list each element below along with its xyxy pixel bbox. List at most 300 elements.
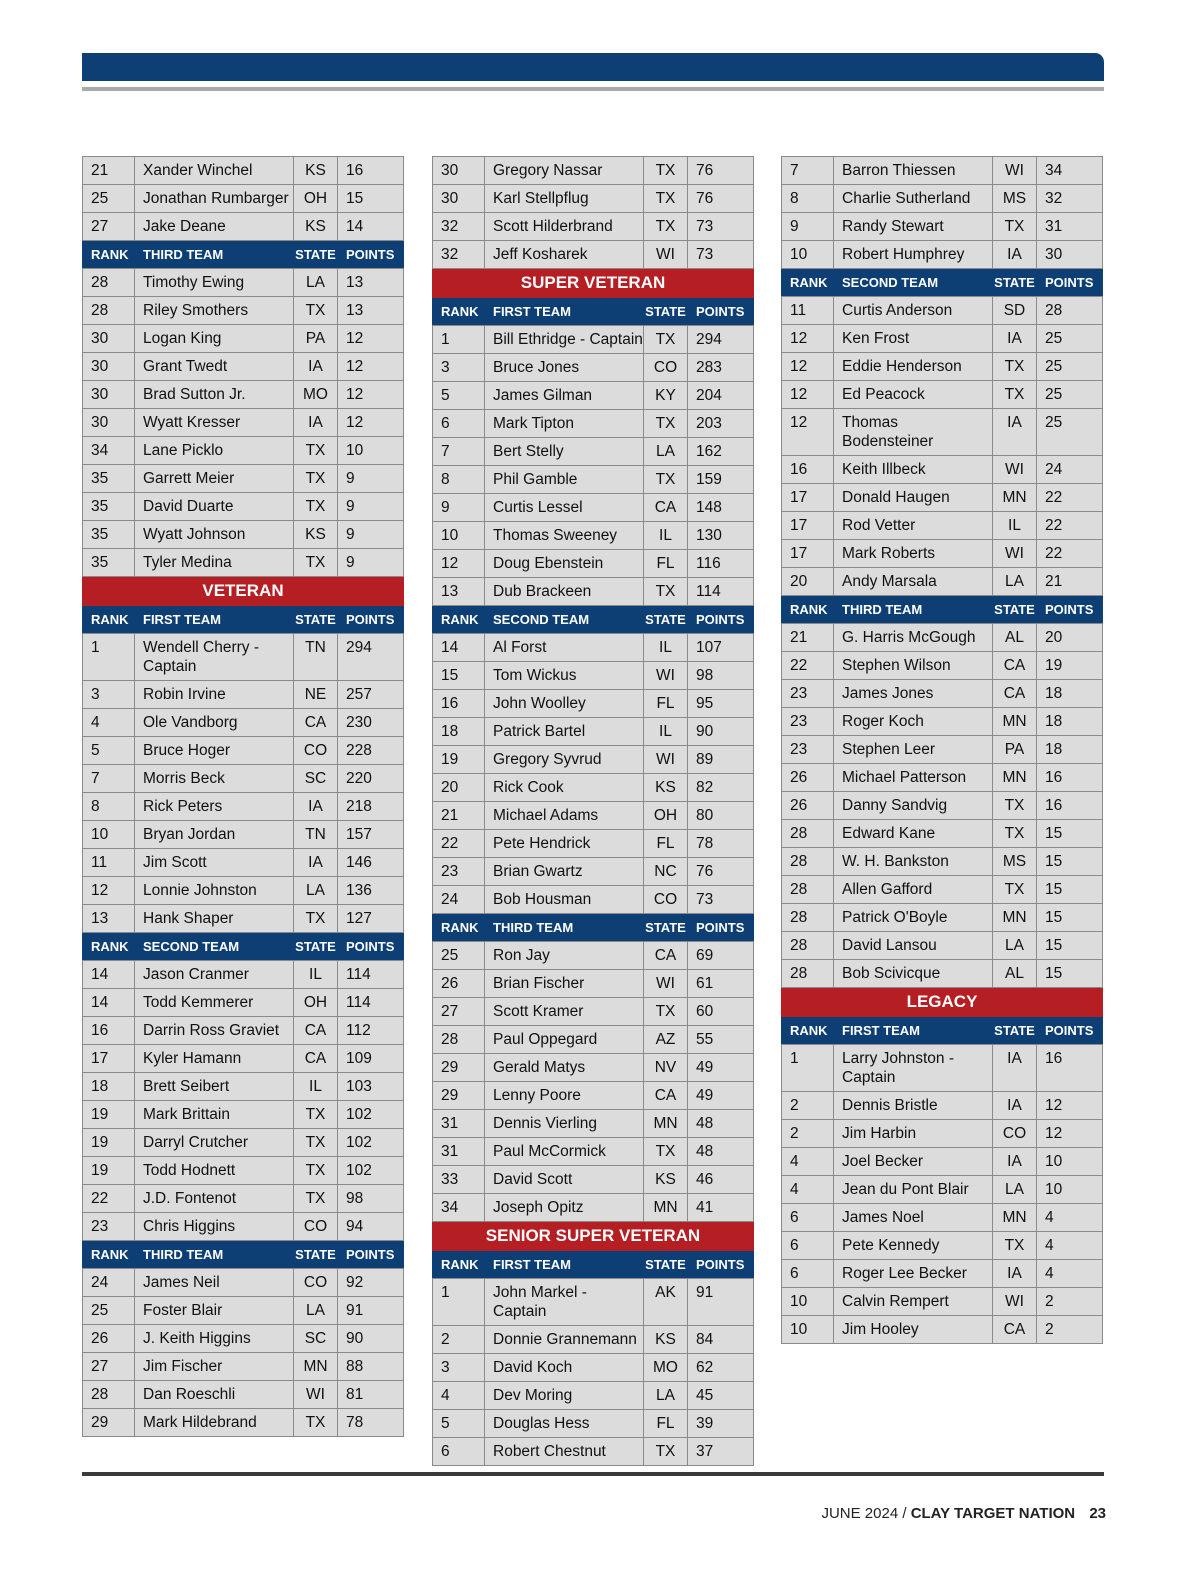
rank-cell: 28: [782, 876, 834, 904]
standings-table: [781, 156, 1103, 1344]
table-row: [782, 241, 1103, 269]
rank-cell: 9: [782, 213, 834, 241]
points-cell: 257: [338, 681, 404, 709]
rank-cell: 23: [782, 680, 834, 708]
points-cell: 114: [688, 578, 754, 606]
table-row: [83, 877, 404, 905]
rank-cell: 19: [83, 1157, 135, 1185]
rank-header: RANK: [782, 596, 834, 624]
rank-cell: 17: [782, 512, 834, 540]
name-cell: Patrick O'Boyle: [834, 904, 993, 932]
table-row: [83, 1297, 404, 1325]
state-cell: TX: [644, 1138, 688, 1166]
state-cell: IL: [644, 522, 688, 550]
table-row: [83, 737, 404, 765]
points-cell: 78: [688, 830, 754, 858]
rank-cell: 6: [782, 1232, 834, 1260]
table-row: [433, 550, 754, 578]
points-cell: 34: [1037, 157, 1103, 185]
name-cell: Brad Sutton Jr.: [135, 381, 294, 409]
points-cell: 49: [688, 1054, 754, 1082]
name-cell: Ken Frost: [834, 325, 993, 353]
points-cell: 109: [338, 1045, 404, 1073]
table-row: [433, 1279, 754, 1326]
table-row: [433, 326, 754, 354]
table-row: [782, 213, 1103, 241]
table-row: [433, 1166, 754, 1194]
table-row: [782, 1176, 1103, 1204]
table-row: [782, 325, 1103, 353]
table-row: [782, 960, 1103, 988]
rank-cell: 12: [83, 877, 135, 905]
table-row: [782, 680, 1103, 708]
state-cell: IL: [993, 512, 1037, 540]
name-cell: Dub Brackeen: [485, 578, 644, 606]
state-cell: LA: [644, 438, 688, 466]
table-row: [433, 522, 754, 550]
table-row: [782, 708, 1103, 736]
team-header: SECOND TEAM: [485, 606, 644, 634]
points-cell: 10: [1037, 1148, 1103, 1176]
division-title-row: [433, 1222, 754, 1251]
state-header: STATE: [294, 1241, 338, 1269]
team-header: FIRST TEAM: [485, 298, 644, 326]
table-row: [83, 381, 404, 409]
name-cell: Todd Kemmerer: [135, 989, 294, 1017]
points-cell: 15: [1037, 960, 1103, 988]
state-header: STATE: [294, 933, 338, 961]
rank-cell: 28: [83, 269, 135, 297]
division-title-row: [433, 269, 754, 298]
table-row: [433, 1382, 754, 1410]
state-cell: IL: [294, 1073, 338, 1101]
table-row: [433, 830, 754, 858]
rank-cell: 20: [433, 774, 485, 802]
state-cell: KS: [644, 774, 688, 802]
rank-cell: 21: [782, 624, 834, 652]
points-cell: 48: [688, 1138, 754, 1166]
name-cell: Dennis Vierling: [485, 1110, 644, 1138]
rank-cell: 33: [433, 1166, 485, 1194]
points-cell: 89: [688, 746, 754, 774]
table-row: [433, 1410, 754, 1438]
table-row: [782, 904, 1103, 932]
points-cell: 46: [688, 1166, 754, 1194]
rank-cell: 14: [83, 961, 135, 989]
rank-cell: 17: [782, 540, 834, 568]
table-row: [433, 1082, 754, 1110]
points-cell: 73: [688, 886, 754, 914]
table-row: [433, 1438, 754, 1466]
points-cell: 80: [688, 802, 754, 830]
division-title: SUPER VETERAN: [433, 269, 754, 298]
name-cell: Michael Patterson: [834, 764, 993, 792]
rank-cell: 13: [83, 905, 135, 933]
name-cell: Thomas Bodensteiner: [834, 409, 993, 456]
state-cell: MN: [294, 1353, 338, 1381]
table-row: [83, 821, 404, 849]
table-row: [433, 354, 754, 382]
state-cell: TX: [294, 465, 338, 493]
table-row: [782, 456, 1103, 484]
state-cell: IA: [993, 1092, 1037, 1120]
points-cell: 13: [338, 269, 404, 297]
table-row: [83, 989, 404, 1017]
table-row: [782, 820, 1103, 848]
table-row: [83, 709, 404, 737]
state-cell: NC: [644, 858, 688, 886]
points-header: POINTS: [1037, 596, 1103, 624]
state-cell: MS: [993, 848, 1037, 876]
standings-column-2: [432, 156, 754, 1466]
table-row: [433, 1026, 754, 1054]
points-header: POINTS: [338, 241, 404, 269]
points-cell: 230: [338, 709, 404, 737]
rank-header: RANK: [433, 1251, 485, 1279]
name-cell: Logan King: [135, 325, 294, 353]
table-row: [782, 1232, 1103, 1260]
team-header: THIRD TEAM: [135, 241, 294, 269]
state-cell: IL: [294, 961, 338, 989]
points-cell: 22: [1037, 484, 1103, 512]
state-cell: CA: [644, 494, 688, 522]
rank-cell: 28: [782, 848, 834, 876]
points-cell: 103: [338, 1073, 404, 1101]
points-cell: 294: [688, 326, 754, 354]
state-cell: IA: [993, 241, 1037, 269]
name-cell: Rick Peters: [135, 793, 294, 821]
points-cell: 12: [338, 325, 404, 353]
points-cell: 30: [1037, 241, 1103, 269]
name-cell: Stephen Leer: [834, 736, 993, 764]
points-cell: 218: [338, 793, 404, 821]
rank-header: RANK: [83, 241, 135, 269]
state-cell: TN: [294, 634, 338, 681]
points-cell: 25: [1037, 381, 1103, 409]
name-cell: Robert Chestnut: [485, 1438, 644, 1466]
points-cell: 78: [338, 1409, 404, 1437]
rank-cell: 14: [433, 634, 485, 662]
points-cell: 9: [338, 521, 404, 549]
rank-cell: 28: [782, 904, 834, 932]
rank-cell: 22: [83, 1185, 135, 1213]
name-cell: Rod Vetter: [834, 512, 993, 540]
state-cell: WI: [644, 746, 688, 774]
state-cell: CA: [993, 680, 1037, 708]
rank-cell: 28: [782, 820, 834, 848]
name-cell: Wyatt Johnson: [135, 521, 294, 549]
table-row: [83, 1185, 404, 1213]
name-cell: Edward Kane: [834, 820, 993, 848]
points-cell: 15: [1037, 848, 1103, 876]
rank-cell: 14: [83, 989, 135, 1017]
table-row: [83, 157, 404, 185]
points-cell: 162: [688, 438, 754, 466]
name-cell: Jim Scott: [135, 849, 294, 877]
table-row: [433, 578, 754, 606]
points-cell: 18: [1037, 736, 1103, 764]
name-cell: Roger Lee Becker: [834, 1260, 993, 1288]
rank-cell: 7: [782, 157, 834, 185]
name-cell: Mark Brittain: [135, 1101, 294, 1129]
rank-cell: 3: [433, 354, 485, 382]
name-cell: J. Keith Higgins: [135, 1325, 294, 1353]
name-cell: Douglas Hess: [485, 1410, 644, 1438]
points-cell: 102: [338, 1101, 404, 1129]
state-cell: TX: [294, 493, 338, 521]
points-cell: 146: [338, 849, 404, 877]
points-cell: 19: [1037, 652, 1103, 680]
points-cell: 15: [1037, 932, 1103, 960]
points-cell: 12: [338, 409, 404, 437]
name-cell: Bruce Jones: [485, 354, 644, 382]
state-cell: TX: [644, 1438, 688, 1466]
rank-cell: 23: [782, 736, 834, 764]
state-cell: TN: [294, 821, 338, 849]
points-cell: 148: [688, 494, 754, 522]
points-cell: 4: [1037, 1232, 1103, 1260]
name-cell: Michael Adams: [485, 802, 644, 830]
state-cell: IL: [644, 634, 688, 662]
name-cell: Kyler Hamann: [135, 1045, 294, 1073]
rank-cell: 12: [782, 381, 834, 409]
state-cell: LA: [294, 877, 338, 905]
rank-cell: 1: [83, 634, 135, 681]
points-cell: 2: [1037, 1316, 1103, 1344]
table-row: [782, 512, 1103, 540]
rank-header: RANK: [782, 1017, 834, 1045]
table-row: [433, 157, 754, 185]
points-cell: 102: [338, 1157, 404, 1185]
rank-cell: 22: [782, 652, 834, 680]
name-cell: Riley Smothers: [135, 297, 294, 325]
state-cell: TX: [644, 466, 688, 494]
points-cell: 220: [338, 765, 404, 793]
points-cell: 37: [688, 1438, 754, 1466]
rank-cell: 30: [83, 409, 135, 437]
state-cell: IA: [294, 353, 338, 381]
rank-cell: 30: [433, 157, 485, 185]
state-cell: WI: [644, 970, 688, 998]
state-header: STATE: [993, 269, 1037, 297]
name-cell: Eddie Henderson: [834, 353, 993, 381]
points-cell: 49: [688, 1082, 754, 1110]
name-cell: Gregory Syvrud: [485, 746, 644, 774]
points-cell: 92: [338, 1269, 404, 1297]
rank-cell: 10: [433, 522, 485, 550]
points-cell: 12: [1037, 1092, 1103, 1120]
points-cell: 228: [338, 737, 404, 765]
table-row: [83, 493, 404, 521]
team-header-row: [83, 606, 404, 634]
name-cell: Tyler Medina: [135, 549, 294, 577]
rank-cell: 12: [782, 353, 834, 381]
table-row: [83, 353, 404, 381]
footer-date: JUNE 2024 /: [821, 1505, 907, 1522]
rank-cell: 23: [83, 1213, 135, 1241]
name-cell: Andy Marsala: [834, 568, 993, 596]
points-cell: 90: [688, 718, 754, 746]
name-cell: Tom Wickus: [485, 662, 644, 690]
name-cell: Phil Gamble: [485, 466, 644, 494]
state-cell: TX: [644, 410, 688, 438]
points-cell: 62: [688, 1354, 754, 1382]
table-row: [782, 297, 1103, 325]
table-row: [433, 1110, 754, 1138]
state-cell: MN: [993, 484, 1037, 512]
name-cell: Scott Kramer: [485, 998, 644, 1026]
name-cell: Mark Hildebrand: [135, 1409, 294, 1437]
rank-cell: 28: [83, 297, 135, 325]
rank-cell: 35: [83, 549, 135, 577]
table-row: [433, 1054, 754, 1082]
header-rule: [82, 87, 1104, 91]
table-row: [83, 793, 404, 821]
points-header: POINTS: [338, 1241, 404, 1269]
table-row: [782, 353, 1103, 381]
points-cell: 12: [338, 381, 404, 409]
state-cell: IL: [644, 718, 688, 746]
points-cell: 22: [1037, 512, 1103, 540]
state-cell: CO: [294, 737, 338, 765]
rank-cell: 21: [83, 157, 135, 185]
points-header: POINTS: [1037, 269, 1103, 297]
points-header: POINTS: [688, 298, 754, 326]
points-cell: 136: [338, 877, 404, 905]
points-cell: 76: [688, 185, 754, 213]
points-cell: 116: [688, 550, 754, 578]
table-row: [83, 1101, 404, 1129]
state-cell: LA: [993, 932, 1037, 960]
name-cell: David Scott: [485, 1166, 644, 1194]
rank-cell: 5: [433, 1410, 485, 1438]
rank-cell: 6: [782, 1204, 834, 1232]
state-cell: TX: [294, 1101, 338, 1129]
rank-cell: 30: [83, 381, 135, 409]
points-cell: 81: [338, 1381, 404, 1409]
points-cell: 73: [688, 241, 754, 269]
table-row: [83, 185, 404, 213]
points-cell: 18: [1037, 680, 1103, 708]
name-cell: Bruce Hoger: [135, 737, 294, 765]
rank-cell: 26: [782, 764, 834, 792]
name-cell: Barron Thiessen: [834, 157, 993, 185]
name-cell: James Noel: [834, 1204, 993, 1232]
state-cell: CA: [993, 652, 1037, 680]
name-cell: Bob Housman: [485, 886, 644, 914]
state-cell: MN: [644, 1194, 688, 1222]
points-cell: 112: [338, 1017, 404, 1045]
name-cell: Jake Deane: [135, 213, 294, 241]
rank-cell: 25: [433, 942, 485, 970]
rank-cell: 1: [782, 1045, 834, 1092]
points-cell: 12: [1037, 1120, 1103, 1148]
name-cell: W. H. Bankston: [834, 848, 993, 876]
rank-cell: 5: [433, 382, 485, 410]
state-cell: CA: [644, 942, 688, 970]
name-cell: Darrin Ross Graviet: [135, 1017, 294, 1045]
points-cell: 4: [1037, 1204, 1103, 1232]
name-cell: Jim Harbin: [834, 1120, 993, 1148]
name-cell: Donald Haugen: [834, 484, 993, 512]
state-cell: FL: [644, 690, 688, 718]
state-cell: CA: [294, 1017, 338, 1045]
rank-cell: 3: [83, 681, 135, 709]
state-cell: PA: [294, 325, 338, 353]
table-row: [433, 970, 754, 998]
points-cell: 61: [688, 970, 754, 998]
name-cell: Jean du Pont Blair: [834, 1176, 993, 1204]
team-header: SECOND TEAM: [135, 933, 294, 961]
rank-cell: 28: [83, 1381, 135, 1409]
state-cell: TX: [644, 998, 688, 1026]
name-cell: Gregory Nassar: [485, 157, 644, 185]
table-row: [782, 1148, 1103, 1176]
state-cell: CO: [294, 1213, 338, 1241]
rank-cell: 8: [83, 793, 135, 821]
table-row: [433, 774, 754, 802]
rank-cell: 24: [83, 1269, 135, 1297]
footer-brand: CLAY TARGET NATION: [910, 1505, 1076, 1522]
points-cell: 107: [688, 634, 754, 662]
name-cell: Wyatt Kresser: [135, 409, 294, 437]
state-cell: TX: [644, 213, 688, 241]
state-header: STATE: [644, 298, 688, 326]
points-cell: 76: [688, 858, 754, 886]
name-cell: Dennis Bristle: [834, 1092, 993, 1120]
points-cell: 60: [688, 998, 754, 1026]
table-row: [782, 1045, 1103, 1092]
state-cell: KS: [644, 1326, 688, 1354]
points-cell: 114: [338, 989, 404, 1017]
points-cell: 283: [688, 354, 754, 382]
points-header: POINTS: [688, 914, 754, 942]
name-cell: John Markel - Captain: [485, 1279, 644, 1326]
name-cell: Foster Blair: [135, 1297, 294, 1325]
table-row: [83, 1353, 404, 1381]
table-row: [433, 886, 754, 914]
table-row: [83, 325, 404, 353]
state-cell: WI: [993, 1288, 1037, 1316]
state-header: STATE: [644, 606, 688, 634]
rank-cell: 21: [433, 802, 485, 830]
table-row: [433, 466, 754, 494]
state-cell: LA: [294, 269, 338, 297]
points-cell: 102: [338, 1129, 404, 1157]
state-header: STATE: [294, 241, 338, 269]
points-cell: 9: [338, 493, 404, 521]
name-cell: Keith Illbeck: [834, 456, 993, 484]
table-row: [782, 409, 1103, 456]
name-cell: David Koch: [485, 1354, 644, 1382]
name-cell: Ole Vandborg: [135, 709, 294, 737]
name-cell: Stephen Wilson: [834, 652, 993, 680]
rank-cell: 12: [782, 409, 834, 456]
state-cell: IA: [294, 793, 338, 821]
team-header: THIRD TEAM: [135, 1241, 294, 1269]
points-cell: 28: [1037, 297, 1103, 325]
division-title: SENIOR SUPER VETERAN: [433, 1222, 754, 1251]
team-header: THIRD TEAM: [485, 914, 644, 942]
points-cell: 12: [338, 353, 404, 381]
name-cell: Paul McCormick: [485, 1138, 644, 1166]
rank-cell: 2: [433, 1326, 485, 1354]
name-cell: Ed Peacock: [834, 381, 993, 409]
name-cell: Jeff Kosharek: [485, 241, 644, 269]
rank-cell: 29: [433, 1054, 485, 1082]
state-header: STATE: [644, 914, 688, 942]
rank-header: RANK: [83, 1241, 135, 1269]
